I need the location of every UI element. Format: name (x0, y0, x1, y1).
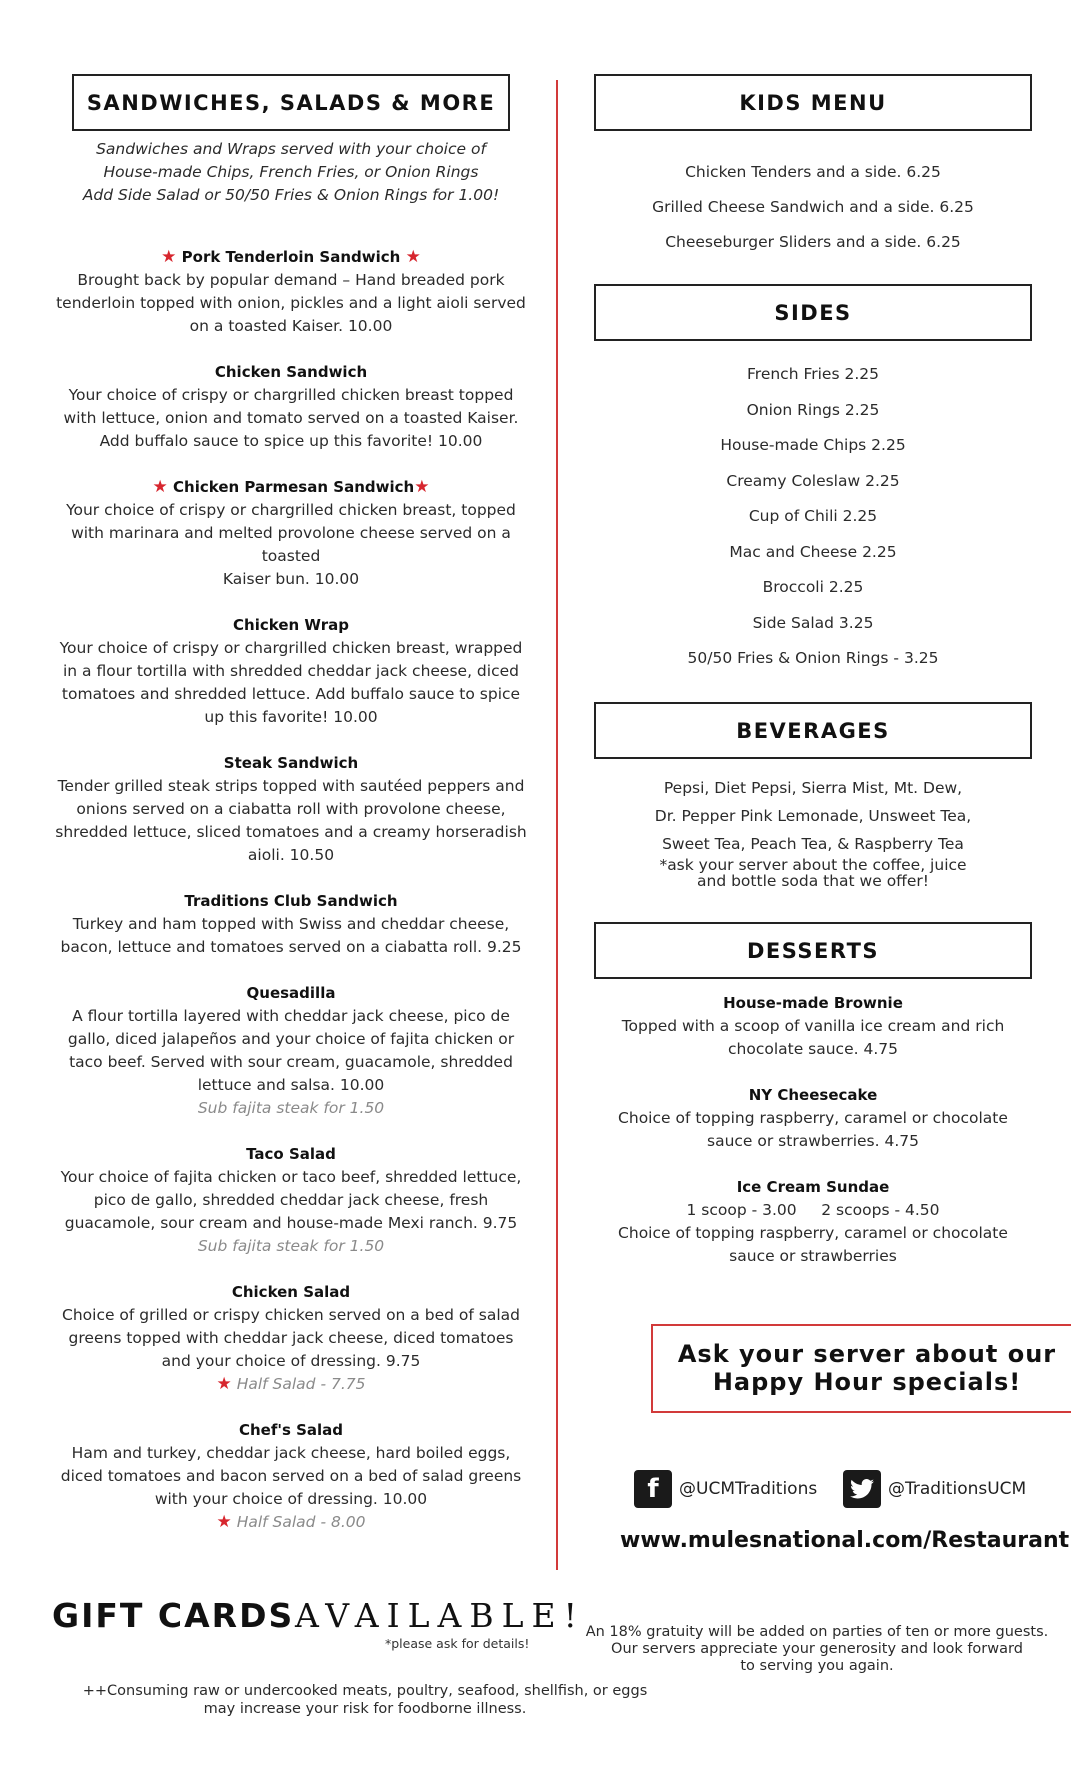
list-item: Mac and Cheese 2.25 (729, 542, 897, 561)
menu-item (52, 614, 530, 729)
list-item: Cup of Chili 2.25 (748, 507, 878, 525)
food-safety-warning (60, 1682, 670, 1718)
item-description: Your choice of crispy or chargrilled chicken breast, wrapped in a flour tortilla with shredded cheddar jack cheese, diced tomatoes and shredded lettuce. Add buffalo sauce to spice up this favorite! 10.00 (59, 639, 523, 726)
section-heading-kids: KIDS MENU (594, 74, 1032, 131)
item-description: Kaiser bun. 10.00 (222, 570, 360, 588)
gift-cards-note: *please ask for details! (385, 1636, 530, 1651)
beverage-line: Pepsi, Diet Pepsi, Sierra Mist, Mt. Dew, (663, 779, 963, 797)
gratuity-line: An 18% gratuity will be added on parties of ten or more guests. (585, 1624, 1049, 1640)
happy-hour-callout (651, 1324, 1071, 1413)
item-name: Quesadilla (246, 984, 336, 1002)
item-description: Tender grilled steak strips topped with sautéed peppers and onions served on a ciabatta roll with provolone cheese, shredded lettuce, sliced tomatoes and a creamy horseradish aioli. 10.50 (55, 777, 527, 864)
item-name: Chicken Sandwich (214, 363, 368, 381)
warning-line: may increase your risk for foodborne illness. (203, 1701, 527, 1717)
list-item: 50/50 Fries & Onion Rings - 3.25 (687, 649, 939, 667)
item-description: Choice of topping raspberry, caramel or chocolate sauce or strawberries (618, 1224, 1008, 1265)
item-description: Turkey and ham topped with Swiss and cheddar cheese, bacon, lettuce and tomatoes served on a ciabatta roll. 9.25 (60, 915, 522, 956)
star-icon: ★ (152, 477, 168, 497)
list-item: Chicken Tenders and a side. 6.25 (685, 163, 941, 181)
intro-line: House-made Chips, French Fries, or Onion Rings (103, 163, 479, 181)
gratuity-line: Our servers appreciate your generosity and look forward (611, 1641, 1023, 1657)
intro-line: Add Side Salad or 50/50 Fries & Onion Rings for 1.00! (82, 186, 500, 204)
menu-item (52, 982, 530, 1120)
happy-hour-line: Ask your server about our (677, 1340, 1057, 1368)
menu-item (594, 992, 1032, 1061)
twitter-handle-text: @TraditionsUCM (888, 1479, 1027, 1499)
item-note: Sub fajita steak for 1.50 (197, 1237, 385, 1255)
item-name: Traditions Club Sandwich (184, 892, 398, 910)
section-heading-sandwiches: SANDWICHES, SALADS & MORE (72, 74, 510, 131)
beverage-note-line: *ask your server about the coffee, juice (659, 856, 967, 874)
item-note: Sub fajita steak for 1.50 (197, 1099, 385, 1117)
section-heading-beverages: BEVERAGES (594, 702, 1032, 759)
item-name: Ice Cream Sundae (736, 1178, 890, 1196)
item-name: Chicken Salad (231, 1283, 351, 1301)
item-note: Half Salad - 8.00 (236, 1513, 366, 1531)
list-item: Side Salad 3.25 (752, 613, 874, 632)
sides-list (594, 357, 1032, 677)
item-name: Chicken Wrap (233, 616, 349, 634)
facebook-handle-text: @UCMTraditions (679, 1479, 818, 1499)
gratuity-notice (574, 1624, 1060, 1675)
item-name: Chicken Parmesan Sandwich (173, 478, 415, 496)
facebook-icon[interactable]: f (634, 1470, 672, 1508)
menu-item (52, 752, 530, 867)
gift-cards-available: AVAILABLE! (295, 1596, 585, 1635)
item-note: Half Salad - 7.75 (236, 1375, 366, 1393)
item-name: Chef's Salad (238, 1421, 344, 1439)
list-item: Cheeseburger Sliders and a side. 6.25 (665, 233, 961, 251)
item-description: Topped with a scoop of vanilla ice cream and rich chocolate sauce. 4.75 (621, 1017, 1005, 1058)
item-description: Choice of grilled or crispy chicken served on a bed of salad greens topped with cheddar jack cheese, diced tomatoes and your choice of dressing. 9.75 (62, 1306, 520, 1370)
menu-item (52, 1419, 530, 1534)
star-icon: ★ (161, 247, 177, 267)
list-item: Creamy Coleslaw 2.25 (726, 471, 900, 490)
menu-item (594, 1176, 1032, 1268)
menu-item (52, 1281, 530, 1396)
column-divider (556, 80, 558, 1570)
sandwich-list (52, 246, 530, 1557)
section-heading-sides: SIDES (594, 284, 1032, 341)
list-item: House-made Chips 2.25 (720, 436, 906, 454)
item-description: Choice of topping raspberry, caramel or chocolate sauce or strawberries. 4.75 (618, 1109, 1008, 1150)
item-name: Steak Sandwich (223, 754, 359, 772)
twitter-icon[interactable] (843, 1470, 881, 1508)
beverage-line: Dr. Pepper Pink Lemonade, Unsweet Tea, (654, 807, 972, 825)
beverages-list (594, 774, 1032, 858)
item-description: Ham and turkey, cheddar jack cheese, hard boiled eggs, diced tomatoes and bacon served on a bed of salad greens with your choice of dressing. 10.00 (60, 1444, 522, 1508)
menu-item (52, 246, 530, 338)
item-name: Taco Salad (246, 1145, 336, 1163)
item-name: NY Cheesecake (748, 1086, 878, 1104)
star-icon: ★ (405, 247, 421, 267)
list-item: Onion Rings 2.25 (746, 400, 880, 419)
menu-item (594, 1084, 1032, 1153)
section-heading-desserts: DESSERTS (594, 922, 1032, 979)
item-price-line: 1 scoop - 3.00 2 scoops - 4.50 (686, 1201, 940, 1219)
beverages-note (594, 857, 1032, 889)
item-description: Your choice of fajita chicken or taco beef, shredded lettuce, pico de gallo, shredded cheddar jack cheese, fresh guacamole, sour cream and house-made Mexi ranch. 9.75 (60, 1168, 522, 1232)
star-icon: ★ (216, 1374, 232, 1394)
sandwiches-intro (52, 138, 530, 207)
twitter-handle[interactable] (843, 1470, 1026, 1508)
item-name: Pork Tenderloin Sandwich (181, 248, 401, 266)
menu-item (52, 890, 530, 959)
item-name: House-made Brownie (723, 994, 903, 1012)
list-item: French Fries 2.25 (747, 365, 879, 383)
menu-item (52, 1143, 530, 1258)
beverage-note-line: and bottle soda that we offer! (697, 872, 929, 890)
kids-list (594, 155, 1032, 260)
happy-hour-line: Happy Hour specials! (712, 1368, 1022, 1396)
desserts-list (594, 992, 1032, 1291)
beverage-line: Sweet Tea, Peach Tea, & Raspberry Tea (662, 835, 964, 853)
gift-cards-title: GIFT CARDS (52, 1596, 295, 1635)
menu-item (52, 476, 530, 591)
star-icon: ★ (414, 477, 430, 497)
item-description: Brought back by popular demand – Hand breaded pork tenderloin topped with onion, pickles and a light aioli served on a toasted Kaiser. 10.00 (56, 271, 526, 335)
item-description: A flour tortilla layered with cheddar jack cheese, pico de gallo, diced jalapeños and your choice of fajita chicken or taco beef. Served with sour cream, guacamole, shredded lettuce and salsa. 10.00 (67, 1007, 515, 1094)
list-item: Grilled Cheese Sandwich and a side. 6.25 (652, 198, 974, 216)
list-item: Broccoli 2.25 (762, 578, 864, 596)
website-link[interactable]: www.mulesnational.com/Restaurant (620, 1528, 1070, 1553)
star-icon: ★ (216, 1512, 232, 1532)
gratuity-line: to serving you again. (740, 1658, 894, 1674)
facebook-handle[interactable] (634, 1470, 817, 1508)
warning-line: ++Consuming raw or undercooked meats, poultry, seafood, shellfish, or eggs (82, 1683, 648, 1699)
menu-item (52, 361, 530, 453)
item-description: Your choice of crispy or chargrilled chicken breast topped with lettuce, onion and tomato served on a toasted Kaiser. Add buffalo sauce to spice up this favorite! 10.00 (63, 386, 519, 450)
intro-line: Sandwiches and Wraps served with your choice of (96, 140, 486, 158)
item-description: Your choice of crispy or chargrilled chicken breast, topped with marinara and melted provolone cheese served on a toasted (66, 501, 516, 565)
